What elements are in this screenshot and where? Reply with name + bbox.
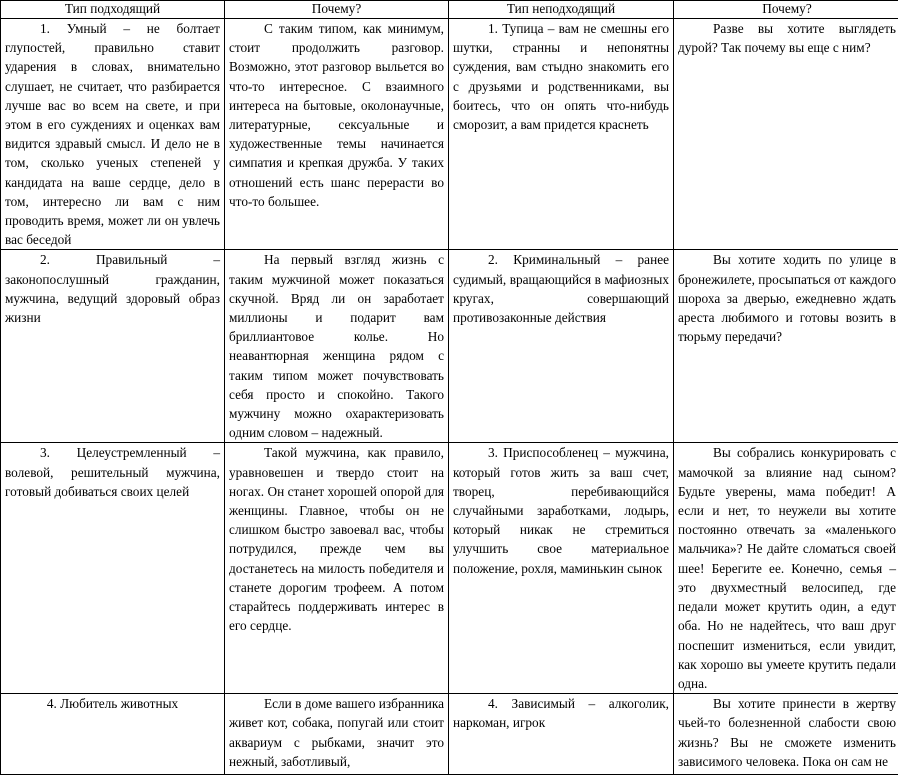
cell-suitable: [1, 443, 225, 694]
cell-unsuitable: [449, 694, 674, 775]
table-row: [1, 19, 898, 250]
unsuitable-text: 2. Криминальный – ранее судимый, вращающийся в мафиозных кругах, совершающий противозаконные действия: [453, 250, 669, 327]
cell-unsuitable: [449, 250, 674, 443]
unsuitable-text: 1. Тупица – вам не смешны его шутки, странны и непонятны суждения, вам стыдно знакомить его с друзьями и родственниками, вы боитесь, что он опять что-нибудь сморозит, а вам придется краснеть: [453, 19, 669, 134]
suitable-why-text: Если в доме вашего избранника живет кот, собака, попугай или стоит аквариум с рыбками, значит это нежный, заботливый,: [229, 694, 444, 771]
cell-unsuitable-why: [674, 443, 898, 694]
suitable-why-text: Такой мужчина, как правило, уравновешен и твердо стоит на ногах. Он станет хорошей опорой для женщины. Главное, чтобы он не слишком быстро завоевал вас, чтобы потрудился, прежде чем вы достанетесь на милость победителя и станете дорогим трофеем. А потом старайтесь поддерживать интерес в его сердце.: [229, 443, 444, 635]
header-row: [1, 1, 898, 19]
cell-suitable: [1, 19, 225, 250]
unsuitable-text: 3. Приспособленец – мужчина, который готов жить за ваш счет, творец, перебивающийся случайными заработками, лодырь, который никак не стремиться улучшить свое материальное положение, рохля, маминькин сынок: [453, 443, 669, 577]
header-unsuitable-type: Тип неподходящий: [449, 1, 674, 19]
suitable-text: 3. Целеустремленный – волевой, решительный мужчина, готовый добиваться своих целей: [5, 443, 220, 501]
table-row: [1, 694, 898, 775]
suitable-text: 1. Умный – не болтает глупостей, правильно ставит ударения в словах, внимательно слушает, не считает, что разбирается лучше вас во всем на свете, и при этом в его суждениях и оценках вам видится здравый смысл. И дело не в том, сколько ученых степеней у кандидата на ваше сердце, дело в том, интересно ли вам с ним проводить время, может ли он увлечь вас беседой: [5, 19, 220, 249]
unsuitable-why-text: Разве вы хотите выглядеть дурой? Так почему вы еще с ним?: [678, 19, 896, 57]
cell-unsuitable: [449, 19, 674, 250]
suitable-why-text: На первый взгляд жизнь с таким мужчиной может показаться скучной. Вряд ли он заработает миллионы и подарит вам бриллиантовое колье. Но неавантюрная женщина рядом с таким типом может почувствовать себя просто и спокойно. Такого мужчину можно охарактеризовать одним словом – надежный.: [229, 250, 444, 442]
cell-suitable: [1, 694, 225, 775]
header-suitable-why: Почему?: [225, 1, 449, 19]
header-suitable-type: Тип подходящий: [1, 1, 225, 19]
cell-suitable-why: [225, 443, 449, 694]
table-row: [1, 443, 898, 694]
suitable-text: 4. Любитель животных: [5, 694, 220, 713]
cell-suitable-why: [225, 250, 449, 443]
cell-unsuitable: [449, 443, 674, 694]
suitable-text: 2. Правильный – законопослушный гражданин, мужчина, ведущий здоровый образ жизни: [5, 250, 220, 327]
cell-suitable-why: [225, 19, 449, 250]
unsuitable-text: 4. Зависимый – алкоголик, наркоман, игрок: [453, 694, 669, 732]
table-row: [1, 250, 898, 443]
header-unsuitable-why: Почему?: [674, 1, 898, 19]
cell-suitable-why: [225, 694, 449, 775]
cell-unsuitable-why: [674, 694, 898, 775]
unsuitable-why-text: Вы хотите ходить по улице в бронежилете, просыпаться от каждого шороха за дверью, ежедневно ждать ареста любимого и готовы возить в тюрьму передачи?: [678, 250, 896, 346]
cell-unsuitable-why: [674, 19, 898, 250]
unsuitable-why-text: Вы собрались конкурировать с мамочкой за влияние над сыном? Будьте уверены, мама победит! А если и нет, то неужели вы хотите постоянно отвечать за «маленького мальчика»? Не дайте сломаться своей шее! Берегите ее. Конечно, семья – это двухместный велосипед, где педали может крутить один, а едут оба. Но не надейтесь, что ваш друг поспешит измениться, если увидит, как хорошо вы умеете крутить педали одна.: [678, 443, 896, 693]
unsuitable-why-text: Вы хотите принести в жертву чьей-то болезненной слабости свою жизнь? Вы не сможете изменить зависимого человека. Пока он сам не: [678, 694, 896, 771]
cell-suitable: [1, 250, 225, 443]
suitable-why-text: С таким типом, как минимум, стоит продолжить разговор. Возможно, этот разговор выльется во что-то интересное. С взаимного интереса на бытовые, околонаучные, литературные, сексуальные и художественные темы начинается симпатия и крепкая дружба. У таких отношений есть шанс перерасти во что-то большее.: [229, 19, 444, 211]
cell-unsuitable-why: [674, 250, 898, 443]
